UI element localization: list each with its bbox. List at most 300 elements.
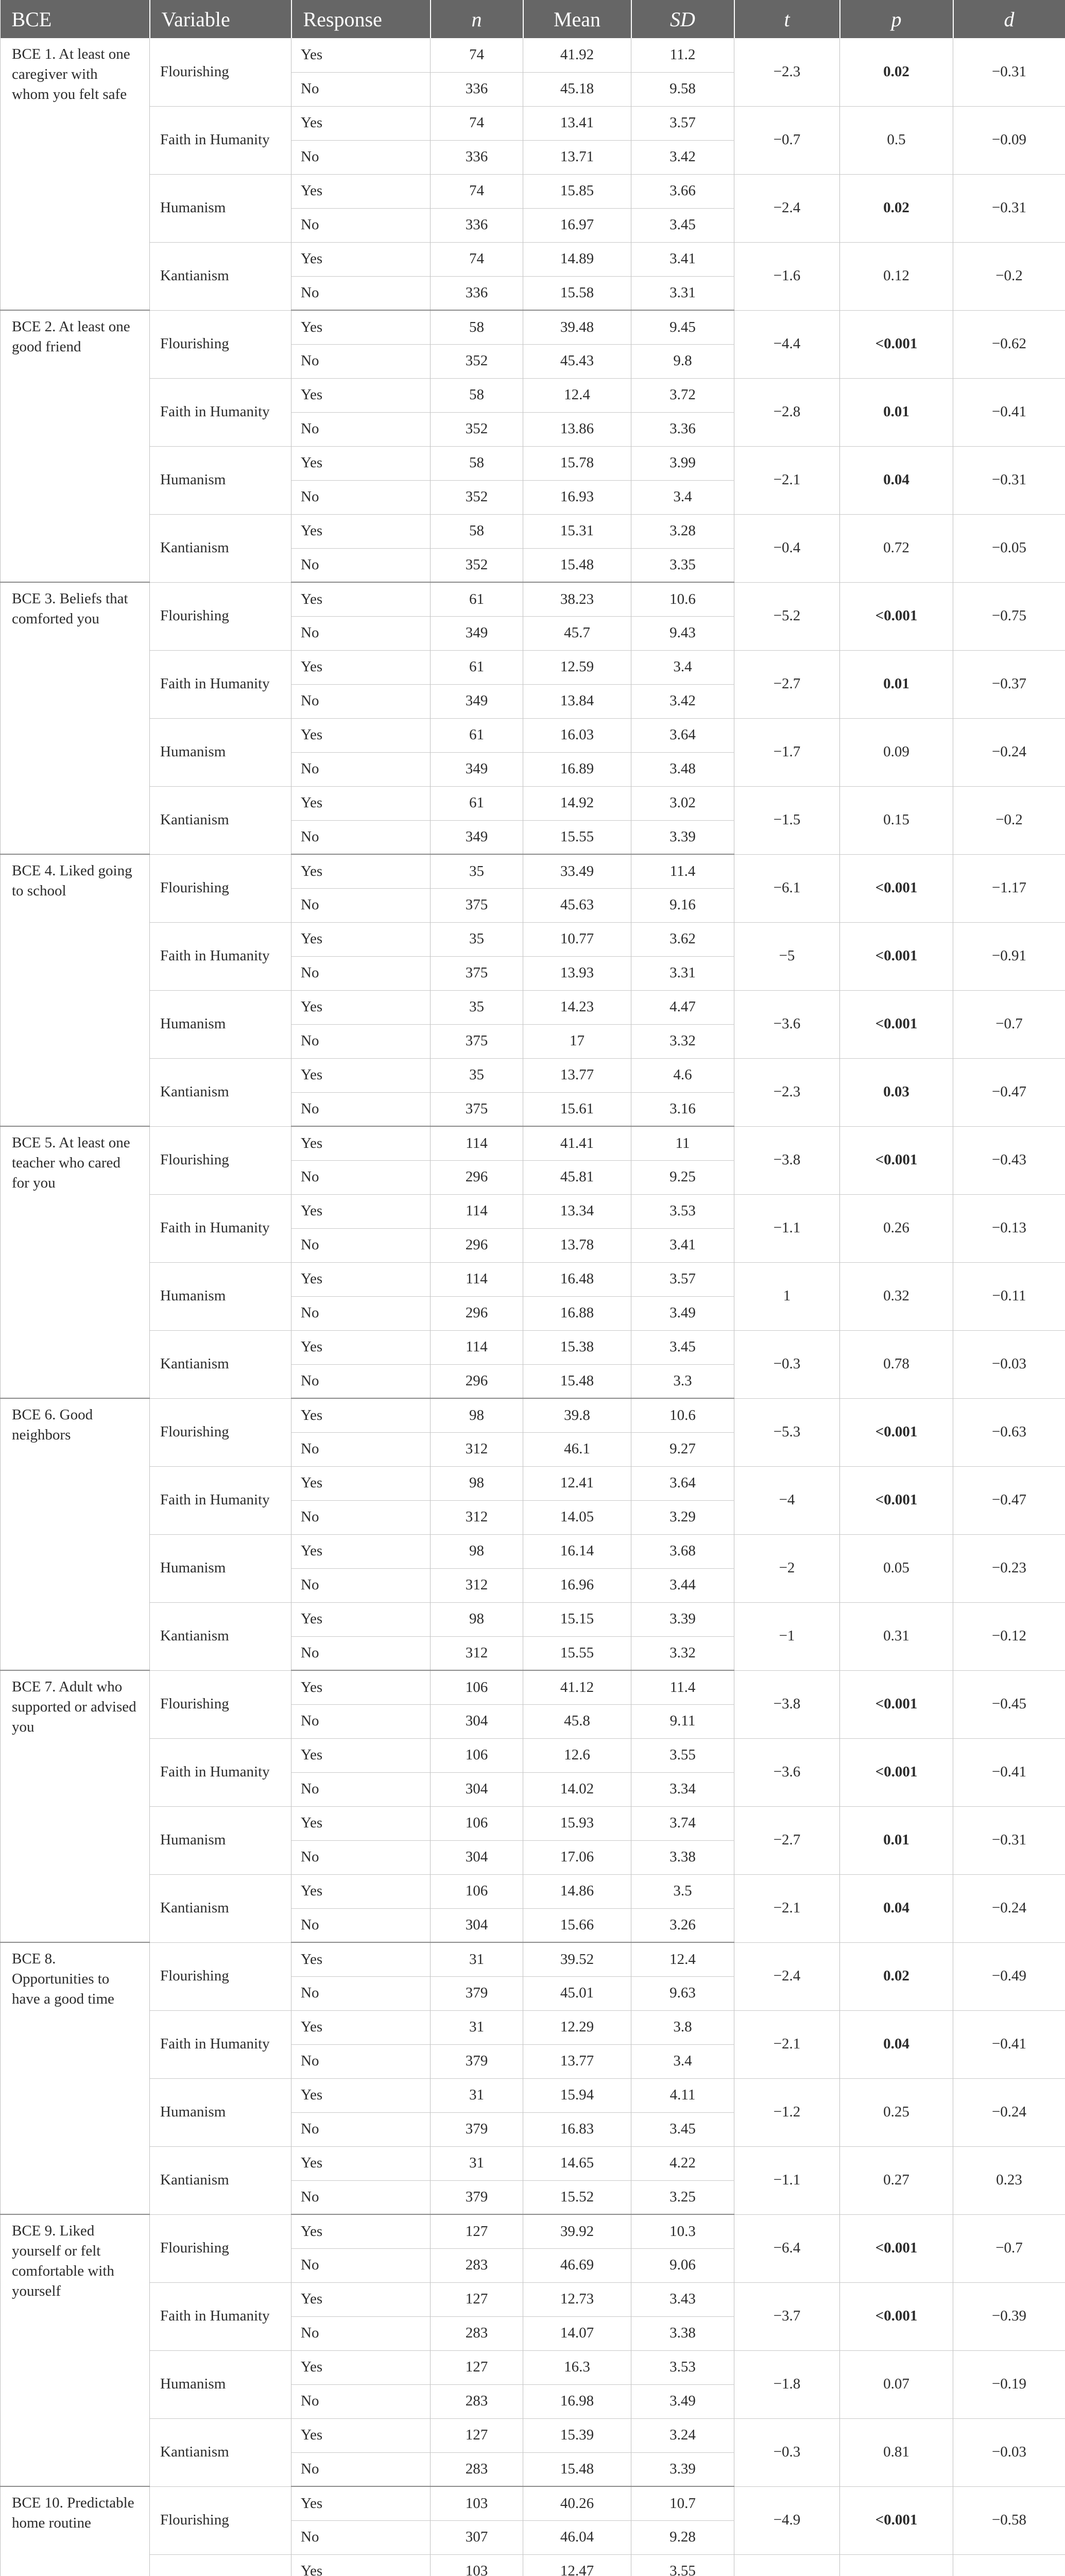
n-cell: 336 xyxy=(431,72,523,106)
p-cell: 0.02 xyxy=(840,38,953,106)
header-p: p xyxy=(840,0,953,38)
sd-cell: 3.41 xyxy=(631,242,734,276)
p-cell: 0.04 xyxy=(840,2010,953,2078)
d-cell: −0.75 xyxy=(953,582,1065,650)
sd-cell: 3.5 xyxy=(631,1874,734,1908)
mean-cell: 17.06 xyxy=(523,1840,631,1874)
n-cell: 312 xyxy=(431,1432,523,1466)
n-cell: 127 xyxy=(431,2214,523,2248)
mean-cell: 45.18 xyxy=(523,72,631,106)
variable-cell: Flourishing xyxy=(150,1942,291,2010)
response-cell: No xyxy=(291,1432,431,1466)
response-cell: Yes xyxy=(291,718,431,752)
mean-cell: 13.71 xyxy=(523,140,631,174)
mean-cell: 15.94 xyxy=(523,2078,631,2112)
p-cell: 0.27 xyxy=(840,2146,953,2214)
table-row xyxy=(1,1330,1065,1364)
n-cell: 379 xyxy=(431,1976,523,2010)
bce-label-cell: BCE 3. Beliefs that comforted you xyxy=(1,582,150,854)
d-cell: −0.41 xyxy=(953,2010,1065,2078)
n-cell: 127 xyxy=(431,2350,523,2384)
t-cell: −2.1 xyxy=(734,1874,840,1942)
table-row xyxy=(1,106,1065,140)
response-cell: Yes xyxy=(291,2146,431,2180)
response-cell: No xyxy=(291,1296,431,1330)
n-cell: 103 xyxy=(431,2486,523,2520)
bce-label-cell: BCE 7. Adult who supported or advised you xyxy=(1,1670,150,1942)
sd-cell: 3.57 xyxy=(631,1262,734,1296)
n-cell: 349 xyxy=(431,684,523,718)
response-cell: Yes xyxy=(291,1398,431,1432)
bce-label-cell: BCE 1. At least one caregiver with whom you felt safe xyxy=(1,38,150,310)
response-cell: No xyxy=(291,548,431,582)
response-cell: No xyxy=(291,1228,431,1262)
response-cell: Yes xyxy=(291,990,431,1024)
n-cell: 349 xyxy=(431,752,523,786)
sd-cell: 3.45 xyxy=(631,208,734,242)
sd-cell: 3.32 xyxy=(631,1636,734,1670)
variable-cell: Kantianism xyxy=(150,786,291,854)
mean-cell: 13.77 xyxy=(523,1058,631,1092)
response-cell: Yes xyxy=(291,2282,431,2316)
t-cell xyxy=(734,2554,840,2576)
variable-cell: Kantianism xyxy=(150,1058,291,1126)
mean-cell: 46.1 xyxy=(523,1432,631,1466)
sd-cell: 4.11 xyxy=(631,2078,734,2112)
variable-cell: Humanism xyxy=(150,446,291,514)
header-mean: Mean xyxy=(523,0,631,38)
mean-cell: 15.48 xyxy=(523,548,631,582)
variable-cell: Faith in Humanity xyxy=(150,1466,291,1534)
mean-cell: 15.58 xyxy=(523,276,631,310)
bce-label-cell: BCE 2. At least one good friend xyxy=(1,310,150,582)
table-row xyxy=(1,2214,1065,2248)
t-cell: −1.5 xyxy=(734,786,840,854)
mean-cell: 15.38 xyxy=(523,1330,631,1364)
response-cell: No xyxy=(291,1160,431,1194)
response-cell: Yes xyxy=(291,650,431,684)
header-t: t xyxy=(734,0,840,38)
response-cell: Yes xyxy=(291,1670,431,1704)
response-cell: Yes xyxy=(291,1194,431,1228)
response-cell: No xyxy=(291,480,431,514)
n-cell: 336 xyxy=(431,140,523,174)
sd-cell: 3.32 xyxy=(631,1024,734,1058)
n-cell: 106 xyxy=(431,1806,523,1840)
d-cell: −0.41 xyxy=(953,378,1065,446)
d-cell: −0.24 xyxy=(953,1874,1065,1942)
p-cell: 0.26 xyxy=(840,1194,953,1262)
n-cell: 74 xyxy=(431,38,523,72)
t-cell: −3.8 xyxy=(734,1126,840,1194)
n-cell: 352 xyxy=(431,480,523,514)
t-cell: −2.4 xyxy=(734,1942,840,2010)
t-cell: −5 xyxy=(734,922,840,990)
sd-cell: 3.3 xyxy=(631,1364,734,1398)
mean-cell: 45.81 xyxy=(523,1160,631,1194)
n-cell: 31 xyxy=(431,2078,523,2112)
n-cell: 283 xyxy=(431,2316,523,2350)
d-cell: −0.31 xyxy=(953,38,1065,106)
t-cell: −1.1 xyxy=(734,2146,840,2214)
response-cell: Yes xyxy=(291,1466,431,1500)
bce-label-cell: BCE 10. Predictable home routine xyxy=(1,2486,150,2576)
mean-cell: 45.01 xyxy=(523,1976,631,2010)
variable-cell: Kantianism xyxy=(150,1874,291,1942)
header-row xyxy=(1,0,1065,38)
table-row xyxy=(1,1126,1065,1160)
variable-cell: Faith in Humanity xyxy=(150,2010,291,2078)
header-variable: Variable xyxy=(150,0,291,38)
sd-cell: 9.16 xyxy=(631,888,734,922)
table-row xyxy=(1,1942,1065,1976)
table-row xyxy=(1,1670,1065,1704)
t-cell: −1.6 xyxy=(734,242,840,310)
n-cell: 35 xyxy=(431,990,523,1024)
mean-cell: 16.96 xyxy=(523,1568,631,1602)
variable-cell: Kantianism xyxy=(150,242,291,310)
header-sd: SD xyxy=(631,0,734,38)
response-cell: No xyxy=(291,2180,431,2214)
n-cell: 296 xyxy=(431,1296,523,1330)
n-cell: 127 xyxy=(431,2418,523,2452)
t-cell: −2.8 xyxy=(734,378,840,446)
table-row xyxy=(1,2418,1065,2452)
variable-cell: Faith in Humanity xyxy=(150,2282,291,2350)
table-row xyxy=(1,1738,1065,1772)
response-cell: Yes xyxy=(291,1262,431,1296)
d-cell: −0.62 xyxy=(953,310,1065,378)
mean-cell: 15.15 xyxy=(523,1602,631,1636)
n-cell: 375 xyxy=(431,956,523,990)
response-cell: No xyxy=(291,1092,431,1126)
sd-cell: 9.11 xyxy=(631,1704,734,1738)
sd-cell: 3.35 xyxy=(631,548,734,582)
mean-cell: 46.04 xyxy=(523,2520,631,2554)
n-cell: 307 xyxy=(431,2520,523,2554)
mean-cell: 40.26 xyxy=(523,2486,631,2520)
sd-cell: 3.49 xyxy=(631,1296,734,1330)
sd-cell: 3.31 xyxy=(631,956,734,990)
response-cell: Yes xyxy=(291,2010,431,2044)
sd-cell: 11.2 xyxy=(631,38,734,72)
d-cell: −0.23 xyxy=(953,1534,1065,1602)
table-row xyxy=(1,1602,1065,1636)
n-cell: 61 xyxy=(431,786,523,820)
response-cell: Yes xyxy=(291,582,431,616)
t-cell: −1.1 xyxy=(734,1194,840,1262)
table-row xyxy=(1,378,1065,412)
d-cell: −0.47 xyxy=(953,1058,1065,1126)
sd-cell: 3.26 xyxy=(631,1908,734,1942)
n-cell: 304 xyxy=(431,1908,523,1942)
mean-cell: 39.52 xyxy=(523,1942,631,1976)
sd-cell: 3.72 xyxy=(631,378,734,412)
response-cell: No xyxy=(291,1568,431,1602)
response-cell: No xyxy=(291,1024,431,1058)
n-cell: 103 xyxy=(431,2554,523,2576)
sd-cell: 3.62 xyxy=(631,922,734,956)
d-cell: −0.24 xyxy=(953,718,1065,786)
response-cell: Yes xyxy=(291,2078,431,2112)
response-cell: No xyxy=(291,2452,431,2486)
d-cell: −0.09 xyxy=(953,106,1065,174)
response-cell: Yes xyxy=(291,378,431,412)
sd-cell: 3.53 xyxy=(631,2350,734,2384)
response-cell: No xyxy=(291,1840,431,1874)
response-cell: Yes xyxy=(291,1126,431,1160)
t-cell: −2.7 xyxy=(734,1806,840,1874)
n-cell: 296 xyxy=(431,1228,523,1262)
d-cell: 0.23 xyxy=(953,2146,1065,2214)
table-row xyxy=(1,1058,1065,1092)
p-cell: <0.001 xyxy=(840,1738,953,1806)
d-cell xyxy=(953,2554,1065,2576)
response-cell: No xyxy=(291,2044,431,2078)
sd-cell: 3.66 xyxy=(631,174,734,208)
table-row xyxy=(1,174,1065,208)
mean-cell: 15.85 xyxy=(523,174,631,208)
variable-cell: Kantianism xyxy=(150,2418,291,2486)
mean-cell: 14.86 xyxy=(523,1874,631,1908)
d-cell: −0.7 xyxy=(953,2214,1065,2282)
response-cell: No xyxy=(291,72,431,106)
n-cell: 58 xyxy=(431,446,523,480)
mean-cell: 13.84 xyxy=(523,684,631,718)
t-cell: −0.3 xyxy=(734,1330,840,1398)
n-cell: 61 xyxy=(431,650,523,684)
p-cell: 0.03 xyxy=(840,1058,953,1126)
sd-cell: 11 xyxy=(631,1126,734,1160)
response-cell: No xyxy=(291,1908,431,1942)
sd-cell: 3.43 xyxy=(631,2282,734,2316)
table-row xyxy=(1,582,1065,616)
response-cell: No xyxy=(291,684,431,718)
p-cell: <0.001 xyxy=(840,2214,953,2282)
table-row xyxy=(1,242,1065,276)
p-cell: 0.01 xyxy=(840,650,953,718)
table-row xyxy=(1,446,1065,480)
variable-cell: Flourishing xyxy=(150,582,291,650)
t-cell: −0.7 xyxy=(734,106,840,174)
sd-cell: 9.27 xyxy=(631,1432,734,1466)
mean-cell: 14.07 xyxy=(523,2316,631,2350)
p-cell: 0.04 xyxy=(840,446,953,514)
table-row xyxy=(1,2146,1065,2180)
bce-label-cell: BCE 5. At least one teacher who cared for you xyxy=(1,1126,150,1398)
variable-cell: Humanism xyxy=(150,174,291,242)
sd-cell: 9.45 xyxy=(631,310,734,344)
t-cell: −4 xyxy=(734,1466,840,1534)
n-cell: 98 xyxy=(431,1466,523,1500)
variable-cell: Faith in Humanity xyxy=(150,650,291,718)
n-cell: 114 xyxy=(431,1194,523,1228)
mean-cell: 41.12 xyxy=(523,1670,631,1704)
sd-cell: 9.43 xyxy=(631,616,734,650)
d-cell: −0.58 xyxy=(953,2486,1065,2554)
bce-label-cell: BCE 6. Good neighbors xyxy=(1,1398,150,1670)
n-cell: 312 xyxy=(431,1568,523,1602)
sd-cell: 3.16 xyxy=(631,1092,734,1126)
response-cell: No xyxy=(291,2248,431,2282)
bce-label-cell: BCE 4. Liked going to school xyxy=(1,854,150,1126)
response-cell: Yes xyxy=(291,1738,431,1772)
variable-cell: Flourishing xyxy=(150,1398,291,1466)
mean-cell: 45.8 xyxy=(523,1704,631,1738)
variable-cell xyxy=(150,2554,291,2576)
response-cell: Yes xyxy=(291,1806,431,1840)
response-cell: No xyxy=(291,1772,431,1806)
t-cell: −1.7 xyxy=(734,718,840,786)
sd-cell: 3.68 xyxy=(631,1534,734,1568)
mean-cell: 16.3 xyxy=(523,2350,631,2384)
p-cell: 0.12 xyxy=(840,242,953,310)
n-cell: 349 xyxy=(431,820,523,854)
p-cell: 0.78 xyxy=(840,1330,953,1398)
variable-cell: Kantianism xyxy=(150,1330,291,1398)
t-cell: 1 xyxy=(734,1262,840,1330)
t-cell: −2.3 xyxy=(734,1058,840,1126)
n-cell: 304 xyxy=(431,1704,523,1738)
mean-cell: 15.39 xyxy=(523,2418,631,2452)
sd-cell: 11.4 xyxy=(631,1670,734,1704)
response-cell: Yes xyxy=(291,1534,431,1568)
d-cell: −0.43 xyxy=(953,1126,1065,1194)
n-cell: 296 xyxy=(431,1160,523,1194)
t-cell: −1.2 xyxy=(734,2078,840,2146)
table-row xyxy=(1,1398,1065,1432)
variable-cell: Humanism xyxy=(150,2350,291,2418)
response-cell: No xyxy=(291,616,431,650)
n-cell: 375 xyxy=(431,1092,523,1126)
n-cell: 98 xyxy=(431,1398,523,1432)
n-cell: 375 xyxy=(431,888,523,922)
n-cell: 106 xyxy=(431,1874,523,1908)
table-row xyxy=(1,2078,1065,2112)
table-row xyxy=(1,1874,1065,1908)
mean-cell: 15.31 xyxy=(523,514,631,548)
n-cell: 114 xyxy=(431,1330,523,1364)
sd-cell: 3.4 xyxy=(631,480,734,514)
mean-cell: 33.49 xyxy=(523,854,631,888)
mean-cell: 16.89 xyxy=(523,752,631,786)
d-cell: −0.03 xyxy=(953,1330,1065,1398)
n-cell: 114 xyxy=(431,1126,523,1160)
sd-cell: 3.8 xyxy=(631,2010,734,2044)
t-cell: −1 xyxy=(734,1602,840,1670)
n-cell: 31 xyxy=(431,2010,523,2044)
p-cell: 0.07 xyxy=(840,2350,953,2418)
n-cell: 352 xyxy=(431,412,523,446)
sd-cell: 3.39 xyxy=(631,1602,734,1636)
mean-cell: 41.41 xyxy=(523,1126,631,1160)
n-cell: 31 xyxy=(431,2146,523,2180)
mean-cell: 15.48 xyxy=(523,1364,631,1398)
response-cell: Yes xyxy=(291,1874,431,1908)
sd-cell: 9.06 xyxy=(631,2248,734,2282)
sd-cell: 3.99 xyxy=(631,446,734,480)
sd-cell: 3.38 xyxy=(631,2316,734,2350)
header-n: n xyxy=(431,0,523,38)
sd-cell: 3.55 xyxy=(631,2554,734,2576)
mean-cell: 14.05 xyxy=(523,1500,631,1534)
t-cell: −3.6 xyxy=(734,1738,840,1806)
p-cell: 0.72 xyxy=(840,514,953,582)
response-cell: No xyxy=(291,1364,431,1398)
n-cell: 74 xyxy=(431,106,523,140)
response-cell: No xyxy=(291,2384,431,2418)
n-cell: 379 xyxy=(431,2044,523,2078)
p-cell: 0.05 xyxy=(840,1534,953,1602)
mean-cell: 12.73 xyxy=(523,2282,631,2316)
t-cell: −4.9 xyxy=(734,2486,840,2554)
variable-cell: Humanism xyxy=(150,1262,291,1330)
response-cell: No xyxy=(291,140,431,174)
sd-cell: 9.8 xyxy=(631,344,734,378)
table-row xyxy=(1,1534,1065,1568)
t-cell: −6.1 xyxy=(734,854,840,922)
t-cell: −4.4 xyxy=(734,310,840,378)
response-cell: Yes xyxy=(291,106,431,140)
table-row xyxy=(1,38,1065,72)
sd-cell: 3.41 xyxy=(631,1228,734,1262)
table-row xyxy=(1,2554,1065,2576)
response-cell: Yes xyxy=(291,2214,431,2248)
t-cell: −6.4 xyxy=(734,2214,840,2282)
response-cell: Yes xyxy=(291,2418,431,2452)
n-cell: 61 xyxy=(431,718,523,752)
d-cell: −0.12 xyxy=(953,1602,1065,1670)
d-cell: −0.2 xyxy=(953,242,1065,310)
table-row xyxy=(1,786,1065,820)
mean-cell: 16.97 xyxy=(523,208,631,242)
table-row xyxy=(1,718,1065,752)
variable-cell: Flourishing xyxy=(150,2486,291,2554)
n-cell: 35 xyxy=(431,854,523,888)
p-cell: <0.001 xyxy=(840,1670,953,1738)
response-cell: Yes xyxy=(291,38,431,72)
sd-cell: 3.31 xyxy=(631,276,734,310)
variable-cell: Kantianism xyxy=(150,514,291,582)
mean-cell: 15.93 xyxy=(523,1806,631,1840)
sd-cell: 3.24 xyxy=(631,2418,734,2452)
response-cell: No xyxy=(291,2316,431,2350)
mean-cell: 39.48 xyxy=(523,310,631,344)
table-row xyxy=(1,922,1065,956)
t-cell: −0.3 xyxy=(734,2418,840,2486)
p-cell: <0.001 xyxy=(840,922,953,990)
mean-cell: 39.92 xyxy=(523,2214,631,2248)
variable-cell: Humanism xyxy=(150,1534,291,1602)
p-cell: <0.001 xyxy=(840,990,953,1058)
p-cell: 0.04 xyxy=(840,1874,953,1942)
table-row xyxy=(1,650,1065,684)
sd-cell: 11.4 xyxy=(631,854,734,888)
d-cell: −0.24 xyxy=(953,2078,1065,2146)
sd-cell: 3.45 xyxy=(631,1330,734,1364)
t-cell: −5.2 xyxy=(734,582,840,650)
d-cell: −0.7 xyxy=(953,990,1065,1058)
mean-cell: 39.8 xyxy=(523,1398,631,1432)
response-cell: Yes xyxy=(291,174,431,208)
mean-cell: 13.93 xyxy=(523,956,631,990)
response-cell: No xyxy=(291,208,431,242)
table-row xyxy=(1,1194,1065,1228)
sd-cell: 3.4 xyxy=(631,650,734,684)
t-cell: −2.1 xyxy=(734,2010,840,2078)
sd-cell: 3.02 xyxy=(631,786,734,820)
n-cell: 106 xyxy=(431,1670,523,1704)
